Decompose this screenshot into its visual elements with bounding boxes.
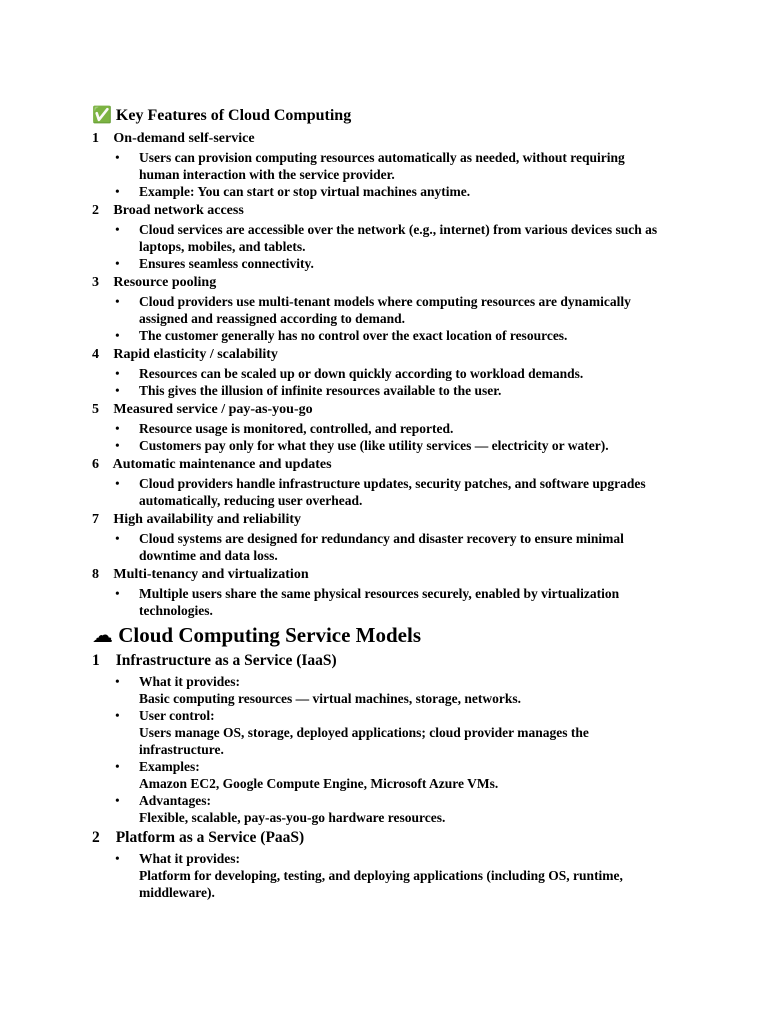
bullet-text: Users manage OS, storage, deployed applications; cloud provider manages the infrastructure.: [139, 725, 589, 757]
feature-title: Automatic maintenance and updates: [112, 457, 332, 472]
feature-title: Broad network access: [113, 203, 244, 218]
feature-bullets: [92, 293, 668, 344]
models-heading: [92, 621, 668, 649]
feature-number: 4⃣: [92, 347, 110, 362]
feature-bullets: [92, 149, 668, 200]
feature-title: Measured service / pay-as-you-go: [113, 402, 313, 417]
feature-heading: [92, 456, 668, 473]
bullet-label: • Advantages:: [139, 793, 212, 808]
model-number: 1⃣: [92, 652, 112, 669]
feature-heading: [92, 346, 668, 363]
bullet-label: • What it provides:: [139, 851, 241, 866]
feature-heading: [92, 274, 668, 291]
bullet-text: Platform for developing, testing, and deploying applications (including OS, runtime, middleware).: [139, 868, 623, 900]
list-item: • Resources can be scaled up or down quickly according to workload demands.: [92, 365, 668, 382]
feature-number: 6⃣: [92, 457, 110, 472]
list-item: • Example: You can start or stop virtual machines anytime.: [92, 183, 668, 200]
list-item: • This gives the illusion of infinite resources available to the user.: [92, 382, 668, 399]
list-item: • Multiple users share the same physical resources securely, enabled by virtualization technologies.: [92, 585, 668, 619]
list-item: • Cloud services are accessible over the network (e.g., internet) from various devices such as laptops, mobiles, and tablets.: [92, 221, 668, 255]
feature-heading: [92, 401, 668, 418]
list-item: [92, 792, 668, 826]
bullet-label: • User control:: [139, 708, 215, 723]
features-list: [92, 130, 668, 619]
model-title: Infrastructure as a Service (IaaS): [115, 652, 337, 669]
feature-bullets: [92, 221, 668, 272]
feature-title: High availability and reliability: [113, 512, 301, 527]
model-bullets: [92, 673, 668, 826]
bullet-text: Amazon EC2, Google Compute Engine, Microsoft Azure VMs.: [139, 776, 499, 791]
feature-title: Resource pooling: [113, 275, 217, 290]
bullet-text: Flexible, scalable, pay-as-you-go hardware resources.: [139, 810, 446, 825]
feature-number: 5⃣: [92, 402, 110, 417]
feature-number: 3⃣: [92, 275, 110, 290]
models-title: Cloud Computing Service Models: [118, 623, 422, 647]
feature-number: 8⃣: [92, 567, 110, 582]
list-item: [92, 673, 668, 707]
model-heading: [92, 828, 668, 848]
feature-bullets: [92, 420, 668, 454]
feature-heading: [92, 566, 668, 583]
cloud-icon: ☁: [92, 623, 113, 647]
bullet-label: • What it provides:: [139, 674, 241, 689]
feature-bullets: [92, 585, 668, 619]
feature-number: 7⃣: [92, 512, 110, 527]
feature-title: Rapid elasticity / scalability: [113, 347, 278, 362]
model-heading: [92, 651, 668, 671]
list-item: • Users can provision computing resources automatically as needed, without requiring human interaction with the service provider.: [92, 149, 668, 183]
list-item: • Cloud systems are designed for redundancy and disaster recovery to ensure minimal downtime and data loss.: [92, 530, 668, 564]
list-item: • Cloud providers handle infrastructure updates, security patches, and software upgrades automatically, reducing user overhead.: [92, 475, 668, 509]
checkmark-icon: ✅: [92, 107, 112, 124]
feature-heading: [92, 511, 668, 528]
feature-heading: [92, 130, 668, 147]
model-title: Platform as a Service (PaaS): [115, 829, 305, 846]
list-item: • Resource usage is monitored, controlled, and reported.: [92, 420, 668, 437]
list-item: [92, 850, 668, 901]
feature-bullets: [92, 365, 668, 399]
model-bullets: [92, 850, 668, 901]
feature-number: 2⃣: [92, 203, 110, 218]
list-item: • Ensures seamless connectivity.: [92, 255, 668, 272]
feature-bullets: [92, 475, 668, 509]
list-item: [92, 758, 668, 792]
bullet-text: Basic computing resources — virtual machines, storage, networks.: [139, 691, 521, 706]
bullet-label: • Examples:: [139, 759, 200, 774]
feature-bullets: [92, 530, 668, 564]
model-number: 2⃣: [92, 829, 112, 846]
feature-heading: [92, 202, 668, 219]
list-item: • Customers pay only for what they use (like utility services — electricity or water).: [92, 437, 668, 454]
feature-title: Multi-tenancy and virtualization: [113, 567, 309, 582]
feature-title: On-demand self-service: [113, 131, 255, 146]
features-title: Key Features of Cloud Computing: [115, 107, 352, 124]
list-item: • The customer generally has no control over the exact location of resources.: [92, 327, 668, 344]
list-item: • Cloud providers use multi-tenant models where computing resources are dynamically assigned and reassigned according to demand.: [92, 293, 668, 327]
models-list: [92, 651, 668, 901]
feature-number: 1⃣: [92, 131, 110, 146]
list-item: [92, 707, 668, 758]
features-heading: [92, 106, 668, 126]
